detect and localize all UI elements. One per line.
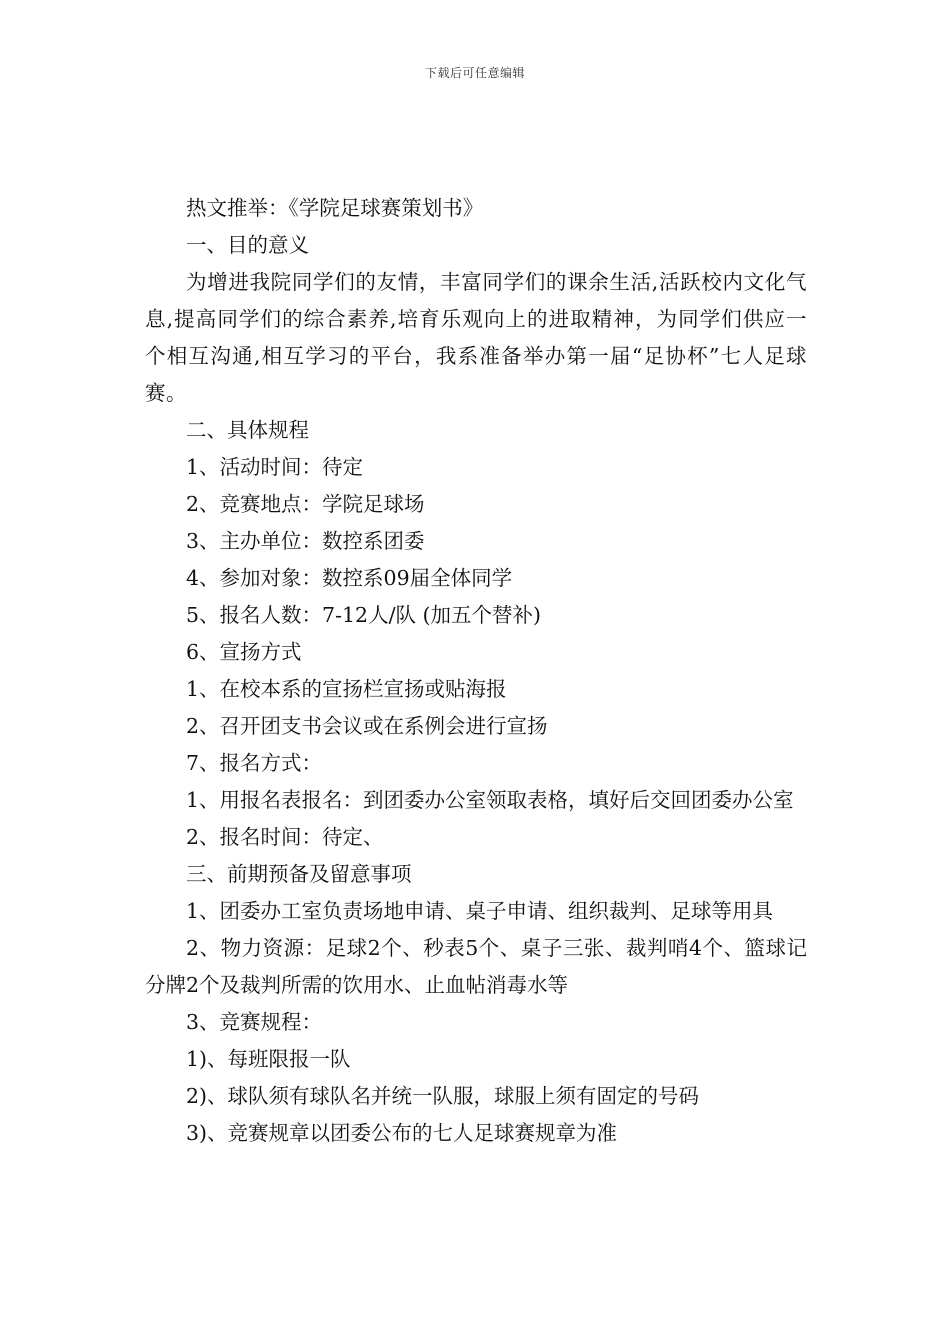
rule-item-2: 2)、球队须有球队名并统一队服，球服上须有固定的号码 — [186, 1084, 700, 1108]
list-item-publicity: 6、宣扬方式 — [186, 640, 302, 664]
section-heading-rules: 二、具体规程 — [186, 418, 309, 442]
list-item-preparation-1: 1、团委办工室负责场地申请、桌子申请、组织裁判、足球等用具 — [186, 899, 774, 923]
list-item-venue: 2、竞赛地点：学院足球场 — [186, 492, 425, 516]
list-item-publicity-2: 2、召开团支书会议或在系例会进行宣扬 — [186, 714, 548, 738]
list-item-registration-2: 2、报名时间：待定、 — [186, 825, 384, 849]
purpose-paragraph: 为增进我院同学们的友情，丰富同学们的课余生活,活跃校内文化气息,提高同学们的综合素养,培育乐观向上的进取精神，为同学们供应一个相互沟通,相互学习的平台，我系准备举办第一届“足协杯”七人足球赛。 — [145, 270, 807, 405]
recommendation-line: 热文推举：《学院足球赛策划书》 — [186, 196, 484, 220]
section-heading-preparation: 三、前期预备及留意事项 — [186, 862, 412, 886]
list-item-participants: 4、参加对象：数控系09届全体同学 — [186, 566, 513, 590]
list-item-publicity-1: 1、在校本系的宣扬栏宣扬或贴海报 — [186, 677, 507, 701]
list-item-registration: 7、报名方式： — [186, 751, 323, 775]
list-item-organizer: 3、主办单位：数控系团委 — [186, 529, 425, 553]
list-item-registration-1: 1、用报名表报名：到团委办公室领取表格，填好后交回团委办公室 — [186, 788, 794, 812]
header-note: 下载后可任意编辑 — [424, 66, 525, 80]
document-body — [145, 190, 807, 1152]
list-item-resources: 2、物力资源：足球2个、秒表5个、桌子三张、裁判哨4个、篮球记分牌2个及裁判所需的饮用水、止血帖消毒水等 — [145, 936, 807, 997]
list-item-team-size: 5、报名人数：7-12人/队 (加五个替补) — [186, 603, 542, 627]
rule-item-1: 1)、每班限报一队 — [186, 1047, 351, 1071]
list-item-competition-rules: 3、竞赛规程： — [186, 1010, 323, 1034]
list-item-time: 1、活动时间：待定 — [186, 455, 364, 479]
section-heading-purpose: 一、目的意义 — [186, 233, 309, 257]
rule-item-3: 3)、竞赛规章以团委公布的七人足球赛规章为准 — [186, 1121, 618, 1145]
